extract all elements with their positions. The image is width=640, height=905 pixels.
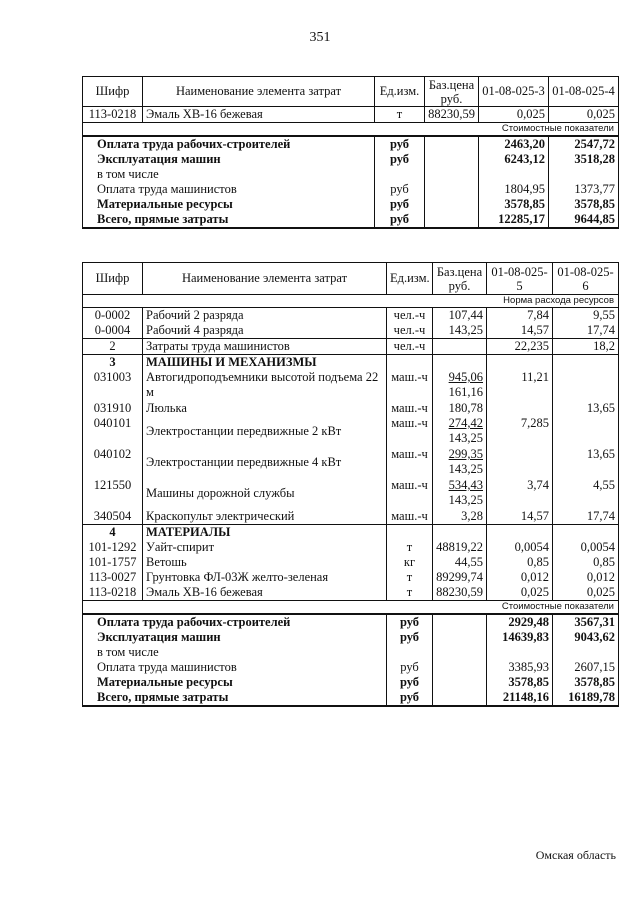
empty-cell: [487, 355, 553, 371]
cost-table-2: [82, 262, 619, 707]
price-line-1: 3,28: [461, 509, 483, 523]
row-unit: маш.-ч: [387, 416, 433, 447]
row-value-2: 18,2: [553, 339, 619, 355]
empty-cell: [425, 152, 479, 167]
summary-block: [83, 136, 619, 228]
summary-value-2: 9644,85: [549, 212, 619, 228]
summary-unit: руб: [387, 675, 433, 690]
summary-value-1: 12285,17: [479, 212, 549, 228]
empty-cell: [425, 212, 479, 228]
row-price: 88230,59: [433, 585, 487, 601]
row-value-2: 0,85: [553, 555, 619, 570]
cost-caption: [83, 123, 619, 137]
summary-value-2: 1373,77: [549, 182, 619, 197]
table-row: [83, 323, 619, 339]
section-title: МАШИНЫ И МЕХАНИЗМЫ: [143, 355, 387, 371]
section-title: МАТЕРИАЛЫ: [143, 525, 387, 541]
row-unit: маш.-ч: [387, 478, 433, 509]
summary-name: Всего, прямые затраты: [83, 690, 387, 706]
cost-table-1: [82, 76, 619, 229]
row-price: [433, 401, 487, 416]
row-price: [433, 416, 487, 447]
row-code: 0-0002: [83, 308, 143, 324]
row-code: 2: [83, 339, 143, 355]
row-unit: маш.-ч: [387, 401, 433, 416]
row-unit: т: [387, 570, 433, 585]
summary-value-2: 3518,28: [549, 152, 619, 167]
summary-value-1: 2463,20: [479, 136, 549, 152]
row-value-2: 0,012: [553, 570, 619, 585]
summary-block: [83, 614, 619, 706]
row-name: Автогидроподъемники высотой подъема 22 м: [143, 370, 387, 401]
summary-value-1: 2929,48: [487, 614, 553, 630]
row-value-2: 0,025: [553, 585, 619, 601]
summary-name: Оплата труда машинистов: [83, 182, 375, 197]
summary-value-1: 1804,95: [479, 182, 549, 197]
row-value-1: 3,74: [487, 478, 553, 509]
resource-rows: [83, 308, 619, 601]
summary-value-1: [479, 167, 549, 182]
machine-row: [83, 401, 619, 416]
section-number: 4: [83, 525, 143, 541]
header-price: Баз.цена руб.: [433, 263, 487, 295]
row-price: 143,25: [433, 323, 487, 339]
row-unit: т: [375, 107, 425, 123]
summary-name: в том числе: [83, 167, 375, 182]
row-name: Люлька: [143, 401, 387, 416]
empty-cell: [487, 525, 553, 541]
row-name: Затраты труда машинистов: [143, 339, 387, 355]
summary-name: Оплата труда машинистов: [83, 660, 387, 675]
row-value-1: 22,235: [487, 339, 553, 355]
row-value-2: [553, 416, 619, 447]
row-value-1: 7,84: [487, 308, 553, 324]
row-value-1: 7,285: [487, 416, 553, 447]
machine-row: [83, 370, 619, 401]
summary-row: [83, 152, 619, 167]
row-price: [433, 447, 487, 478]
row-name: Электростанции передвижные 2 кВт: [143, 416, 387, 447]
table-row: [83, 308, 619, 324]
row-value-1: 14,57: [487, 509, 553, 525]
summary-unit: руб: [375, 212, 425, 228]
summary-value-2: 16189,78: [553, 690, 619, 706]
row-code: 031003: [83, 370, 143, 401]
header-col1: 01-08-025-5: [487, 263, 553, 295]
summary-unit: [375, 167, 425, 182]
summary-unit: руб: [375, 152, 425, 167]
row-value-1: 11,21: [487, 370, 553, 401]
machine-row: [83, 478, 619, 509]
summary-value-1: 3578,85: [479, 197, 549, 212]
header-code: Шифр: [83, 77, 143, 107]
summary-row: [83, 197, 619, 212]
empty-cell: [553, 355, 619, 371]
row-unit: чел.-ч: [387, 308, 433, 324]
row-code: 113-0027: [83, 570, 143, 585]
row-price: 89299,74: [433, 570, 487, 585]
summary-value-1: [487, 645, 553, 660]
table-row: [83, 540, 619, 555]
price-line-1: 945,06: [448, 370, 483, 384]
row-code: 113-0218: [83, 585, 143, 601]
price-line-2: 143,25: [448, 493, 483, 507]
header-name: Наименование элемента затрат: [143, 77, 375, 107]
summary-row: [83, 212, 619, 228]
row-price: [433, 509, 487, 525]
row-name: Ветошь: [143, 555, 387, 570]
norm-caption-text: Норма расхода ресурсов: [83, 295, 619, 308]
empty-cell: [433, 645, 487, 660]
row-code: 340504: [83, 509, 143, 525]
header-col1: 01-08-025-3: [479, 77, 549, 107]
summary-name: Всего, прямые затраты: [83, 212, 375, 228]
row-price: 48819,22: [433, 540, 487, 555]
header-price: Баз.цена руб.: [425, 77, 479, 107]
row-price: 44,55: [433, 555, 487, 570]
empty-cell: [433, 525, 487, 541]
row-code: 121550: [83, 478, 143, 509]
row-value-1: [487, 447, 553, 478]
row-unit: чел.-ч: [387, 339, 433, 355]
summary-value-2: 2547,72: [549, 136, 619, 152]
summary-name: Оплата труда рабочих-строителей: [83, 136, 375, 152]
summary-row: [83, 675, 619, 690]
empty-cell: [387, 355, 433, 371]
row-value-2: 9,55: [553, 308, 619, 324]
summary-value-2: 9043,62: [553, 630, 619, 645]
cost-caption: [83, 601, 619, 615]
header-code: Шифр: [83, 263, 143, 295]
row-name: Эмаль ХВ-16 бежевая: [143, 107, 375, 123]
table-row: [83, 555, 619, 570]
row-value-2: 13,65: [553, 447, 619, 478]
table-row: [83, 107, 619, 123]
table-header: [83, 263, 619, 295]
summary-row: [83, 660, 619, 675]
table-row: [83, 585, 619, 601]
empty-cell: [425, 182, 479, 197]
row-price: [433, 339, 487, 355]
empty-cell: [433, 660, 487, 675]
summary-row: [83, 182, 619, 197]
section-header: [83, 355, 619, 371]
empty-cell: [425, 167, 479, 182]
empty-cell: [433, 690, 487, 706]
header-unit: Ед.изм.: [375, 77, 425, 107]
summary-unit: руб: [375, 136, 425, 152]
summary-value-2: 2607,15: [553, 660, 619, 675]
summary-value-1: 3578,85: [487, 675, 553, 690]
summary-value-1: 14639,83: [487, 630, 553, 645]
summary-value-1: 3385,93: [487, 660, 553, 675]
summary-row: [83, 630, 619, 645]
row-name: Электростанции передвижные 4 кВт: [143, 447, 387, 478]
summary-unit: руб: [375, 182, 425, 197]
row-value-1: 14,57: [487, 323, 553, 339]
empty-cell: [553, 525, 619, 541]
row-name: Краскопульт электрический: [143, 509, 387, 525]
price-line-1: 274,42: [448, 416, 483, 430]
price-line-1: 180,78: [448, 401, 483, 415]
row-unit: т: [387, 585, 433, 601]
cost-caption-text: Стоимостные показатели: [83, 601, 619, 615]
table-header: [83, 77, 619, 107]
row-value-1: 0,012: [487, 570, 553, 585]
price-line-2: 143,25: [448, 431, 483, 445]
row-value-2: 13,65: [553, 401, 619, 416]
header-name: Наименование элемента затрат: [143, 263, 387, 295]
summary-row: [83, 614, 619, 630]
row-value-2: 0,025: [549, 107, 619, 123]
summary-unit: руб: [387, 630, 433, 645]
summary-value-2: [553, 645, 619, 660]
row-code: 0-0004: [83, 323, 143, 339]
summary-name: Оплата труда рабочих-строителей: [83, 614, 387, 630]
header-col2: 01-08-025-6: [553, 263, 619, 295]
summary-name: в том числе: [83, 645, 387, 660]
section-header: [83, 525, 619, 541]
machinist-row: [83, 339, 619, 355]
row-value-2: [553, 370, 619, 401]
empty-cell: [433, 614, 487, 630]
row-name: Рабочий 2 разряда: [143, 308, 387, 324]
header-col2: 01-08-025-4: [549, 77, 619, 107]
row-code: 113-0218: [83, 107, 143, 123]
row-unit: маш.-ч: [387, 509, 433, 525]
row-unit: т: [387, 540, 433, 555]
summary-row: [83, 690, 619, 706]
row-price: [433, 370, 487, 401]
row-price: [433, 478, 487, 509]
summary-value-2: 3578,85: [553, 675, 619, 690]
empty-cell: [433, 355, 487, 371]
empty-cell: [425, 197, 479, 212]
row-unit: маш.-ч: [387, 370, 433, 401]
price-line-1: 299,35: [448, 447, 483, 461]
row-code: 101-1757: [83, 555, 143, 570]
summary-value-2: 3567,31: [553, 614, 619, 630]
table-row: [83, 570, 619, 585]
row-value-1: 0,025: [479, 107, 549, 123]
row-unit: маш.-ч: [387, 447, 433, 478]
summary-value-1: 21148,16: [487, 690, 553, 706]
row-price: 107,44: [433, 308, 487, 324]
empty-cell: [433, 675, 487, 690]
row-value-2: 17,74: [553, 509, 619, 525]
machine-row: [83, 416, 619, 447]
region-label: Омская область: [535, 848, 616, 862]
header-unit: Ед.изм.: [387, 263, 433, 295]
row-value-1: 0,85: [487, 555, 553, 570]
summary-name: Эксплуатация машин: [83, 630, 387, 645]
price-line-2: 161,16: [448, 385, 483, 399]
row-value-1: [487, 401, 553, 416]
summary-unit: руб: [387, 660, 433, 675]
row-value-1: 0,0054: [487, 540, 553, 555]
price-line-2: 143,25: [448, 462, 483, 476]
row-name: Машины дорожной службы: [143, 478, 387, 509]
row-code: 040102: [83, 447, 143, 478]
row-unit: чел.-ч: [387, 323, 433, 339]
row-name: Эмаль ХВ-16 бежевая: [143, 585, 387, 601]
summary-name: Материальные ресурсы: [83, 675, 387, 690]
summary-value-2: 3578,85: [549, 197, 619, 212]
summary-unit: руб: [387, 690, 433, 706]
row-code: 101-1292: [83, 540, 143, 555]
summary-row: [83, 136, 619, 152]
row-name: Рабочий 4 разряда: [143, 323, 387, 339]
row-value-2: 17,74: [553, 323, 619, 339]
row-name: Уайт-спирит: [143, 540, 387, 555]
summary-unit: [387, 645, 433, 660]
summary-unit: руб: [387, 614, 433, 630]
section-number: 3: [83, 355, 143, 371]
row-unit: кг: [387, 555, 433, 570]
row-code: 031910: [83, 401, 143, 416]
empty-cell: [425, 136, 479, 152]
summary-row: [83, 167, 619, 182]
summary-name: Эксплуатация машин: [83, 152, 375, 167]
summary-unit: руб: [375, 197, 425, 212]
row-code: 040101: [83, 416, 143, 447]
machine-row: [83, 447, 619, 478]
row-value-2: 0,0054: [553, 540, 619, 555]
summary-row: [83, 645, 619, 660]
empty-cell: [433, 630, 487, 645]
norm-caption: [83, 295, 619, 308]
summary-value-2: [549, 167, 619, 182]
row-price: 88230,59: [425, 107, 479, 123]
row-value-2: 4,55: [553, 478, 619, 509]
machine-row: [83, 509, 619, 525]
summary-name: Материальные ресурсы: [83, 197, 375, 212]
empty-cell: [387, 525, 433, 541]
price-line-1: 534,43: [448, 478, 483, 492]
row-value-1: 0,025: [487, 585, 553, 601]
row-name: Грунтовка ФЛ-03Ж желто-зеленая: [143, 570, 387, 585]
summary-value-1: 6243,12: [479, 152, 549, 167]
page-number: 351: [309, 30, 331, 45]
cost-caption-text: Стоимостные показатели: [83, 123, 619, 137]
